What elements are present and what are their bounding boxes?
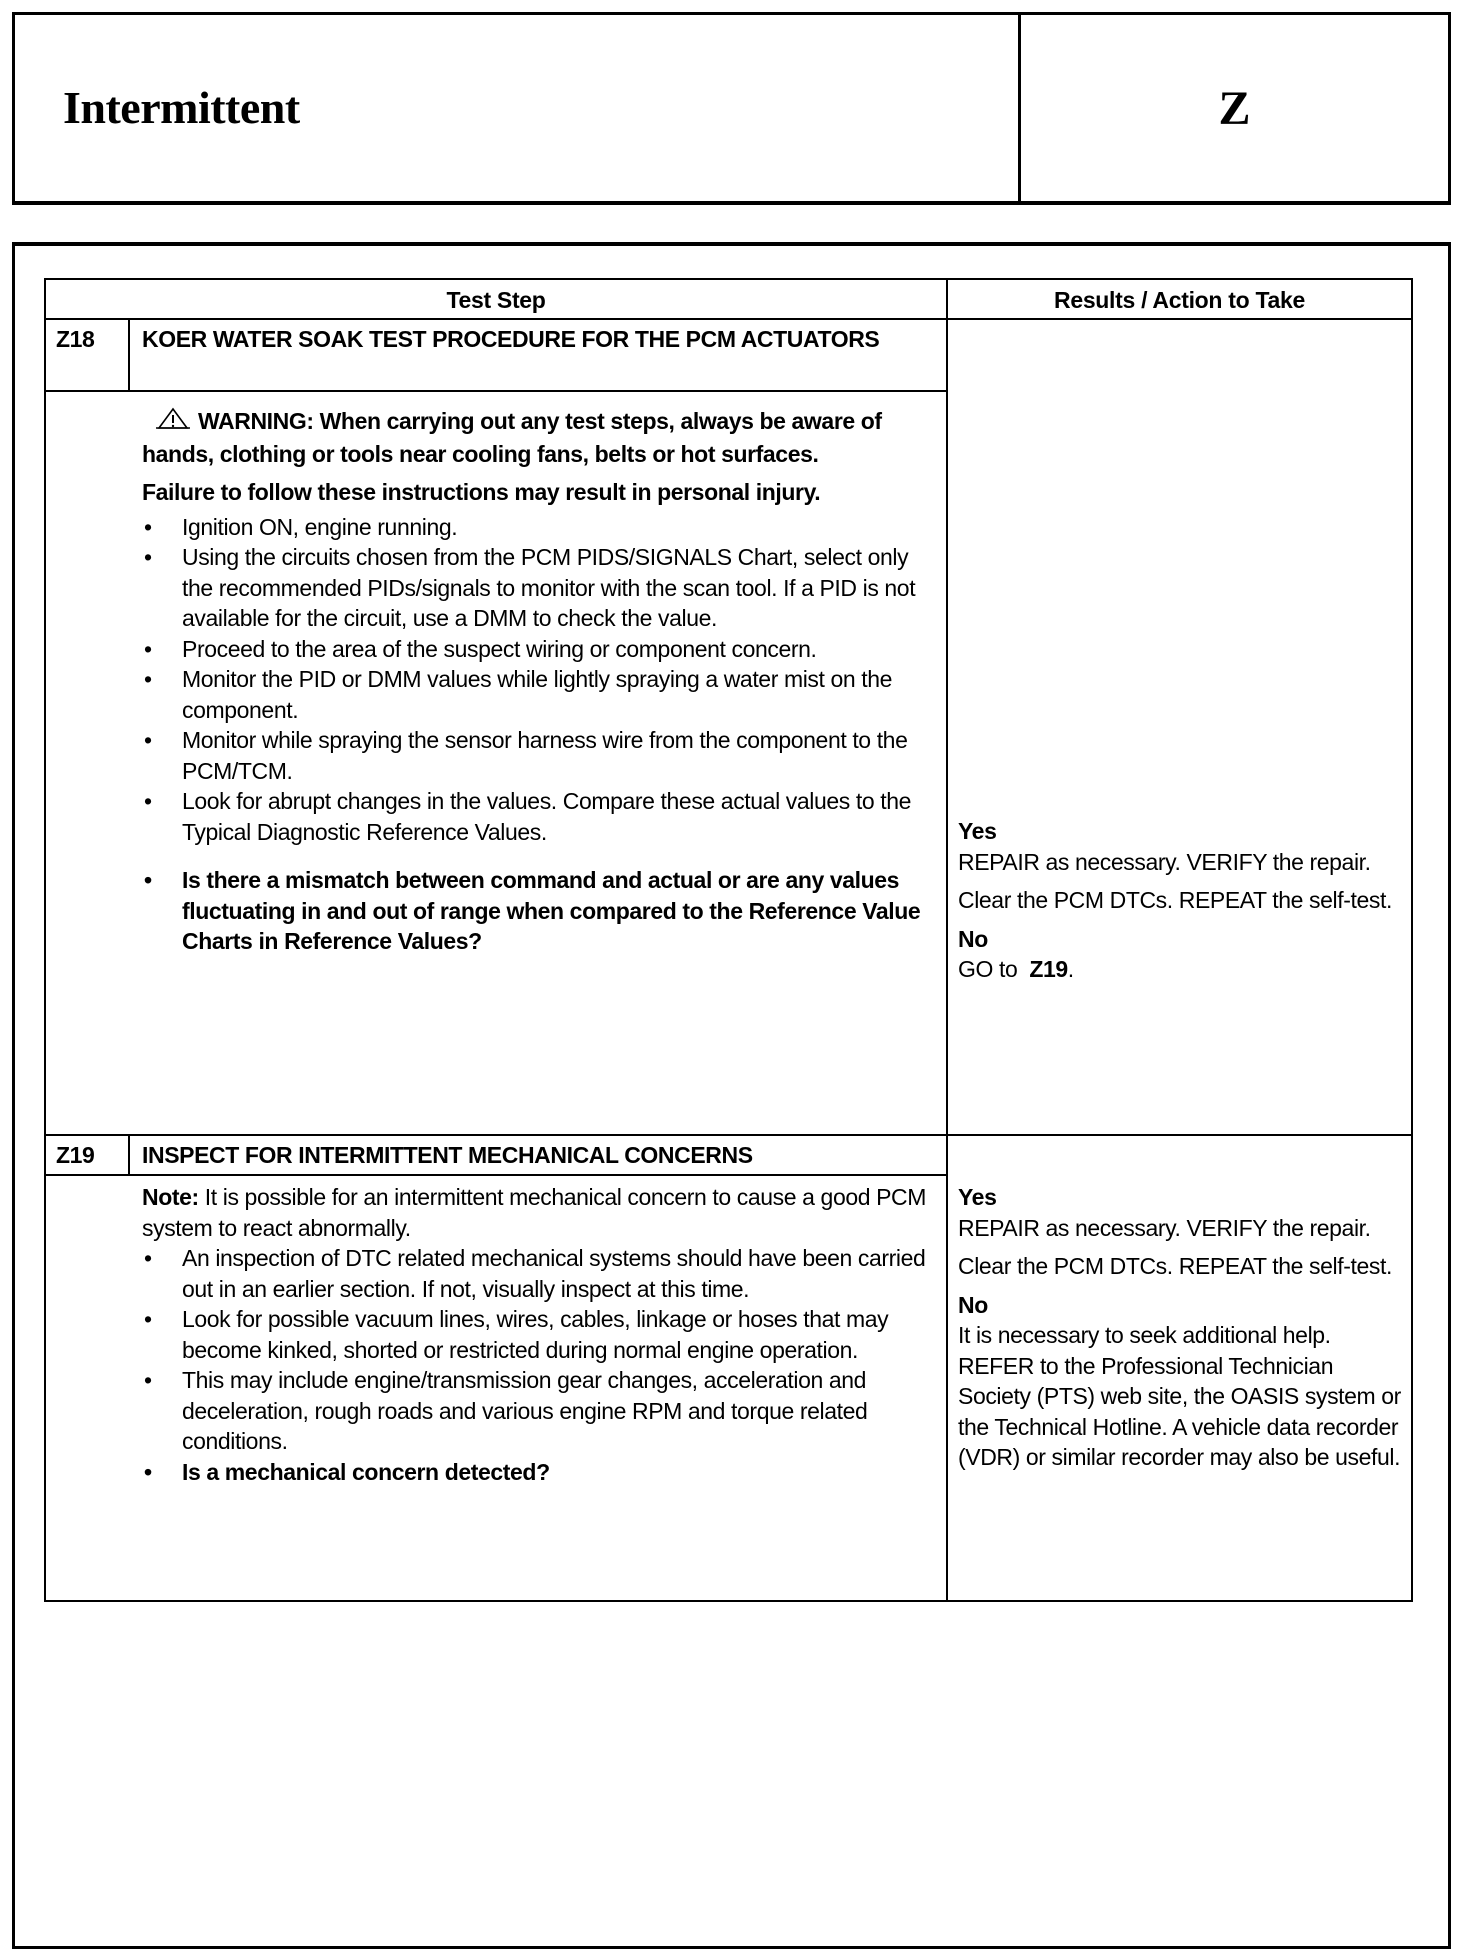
yes-text-2: Clear the PCM DTCs. REPEAT the self-test. — [958, 1253, 1392, 1279]
z19-id-divider — [128, 1134, 130, 1176]
warning-text: WARNING: When carrying out any test steps, always be aware of hands, clothing or tools near cooling fans, belts or hot surfaces. — [142, 408, 882, 467]
page-header — [12, 12, 1451, 205]
test-step-table — [44, 278, 1413, 1602]
z19-row-divider — [46, 1134, 1411, 1136]
list-item: • Monitor the PID or DMM values while lightly spraying a water mist on the component. — [142, 664, 942, 725]
yes-text: REPAIR as necessary. VERIFY the repair. — [958, 1214, 1371, 1241]
list-item: • Look for abrupt changes in the values. Compare these actual values to the Typical Diagnostic Reference Values. — [142, 786, 942, 847]
no-label: No — [958, 1291, 988, 1318]
note-text: It is possible for an intermittent mechanical concern to cause a good PCM system to react abnormally. — [142, 1184, 927, 1241]
list-item: • Proceed to the area of the suspect wiring or component concern. — [142, 634, 942, 665]
z18-title-divider — [46, 390, 948, 392]
yes-label: Yes — [958, 1184, 997, 1210]
column-header-test-step: Test Step — [446, 287, 546, 313]
warning-followup: Failure to follow these instructions may result in personal injury. — [142, 479, 821, 505]
no-label: No — [958, 925, 988, 952]
yes-text: REPAIR as necessary. VERIFY the repair. — [958, 848, 1371, 875]
header-row-divider — [46, 318, 1411, 320]
list-item: • Monitor while spraying the sensor harness wire from the component to the PCM/TCM. — [142, 725, 942, 786]
step-id-z18: Z18 — [56, 326, 95, 352]
column-divider — [946, 280, 948, 1600]
results-z19 — [958, 1182, 1408, 1473]
list-item: • This may include engine/transmission gear changes, acceleration and deceleration, rough roads and various engine RPM and torque related conditions. — [142, 1365, 942, 1457]
note-label: Note: — [142, 1184, 199, 1210]
z19-title-divider — [46, 1174, 948, 1176]
question: • Is a mechanical concern detected? — [142, 1457, 942, 1488]
warning-triangle-icon — [156, 407, 190, 439]
step-body-z19 — [142, 1182, 942, 1487]
goto-z19-link[interactable]: Z19 — [1029, 956, 1068, 982]
list-item: • An inspection of DTC related mechanical systems should have been carried out in an earlier section. If not, visually inspect at this time. — [142, 1243, 942, 1304]
section-letter: Z — [1218, 82, 1251, 135]
list-item: • Ignition ON, engine running. — [142, 512, 942, 543]
no-text: It is necessary to seek additional help. REFER to the Professional Technician Society (PTS) web site, the OASIS system or the Technical Hotline. A vehicle data recorder (VDR) or similar recorder may also be useful. — [958, 1322, 1401, 1470]
step-id-z19: Z19 — [56, 1142, 95, 1168]
no-text-suffix: . — [1067, 956, 1074, 982]
note — [142, 1182, 942, 1243]
list-item: • Using the circuits chosen from the PCM PIDS/SIGNALS Chart, select only the recommended PIDs/signals to monitor with the scan tool. If a PID is not available for the circuit, use a DMM to check the value. — [142, 542, 942, 634]
yes-label: Yes — [958, 818, 997, 844]
z19-bullet-list — [142, 1243, 942, 1487]
no-text — [958, 954, 1408, 985]
results-z18 — [958, 816, 1408, 985]
z18-id-divider — [128, 318, 130, 392]
z18-bullet-list — [142, 512, 942, 957]
yes-text-2: Clear the PCM DTCs. REPEAT the self-test. — [958, 887, 1392, 913]
column-header-results: Results / Action to Take — [1054, 287, 1305, 313]
question: • Is there a mismatch between command and actual or are any values fluctuating in and out of range when compared to the Reference Value Charts in Reference Values? — [142, 865, 942, 957]
no-text-prefix: GO to — [958, 956, 1018, 982]
step-body-z18 — [142, 406, 942, 957]
list-item: • Look for possible vacuum lines, wires, cables, linkage or hoses that may become kinked, shorted or restricted during normal engine operation. — [142, 1304, 942, 1365]
page-title: Intermittent — [63, 82, 300, 133]
step-title-z18: KOER WATER SOAK TEST PROCEDURE FOR THE PCM ACTUATORS — [142, 326, 880, 352]
step-title-z19: INSPECT FOR INTERMITTENT MECHANICAL CONCERNS — [142, 1142, 753, 1168]
